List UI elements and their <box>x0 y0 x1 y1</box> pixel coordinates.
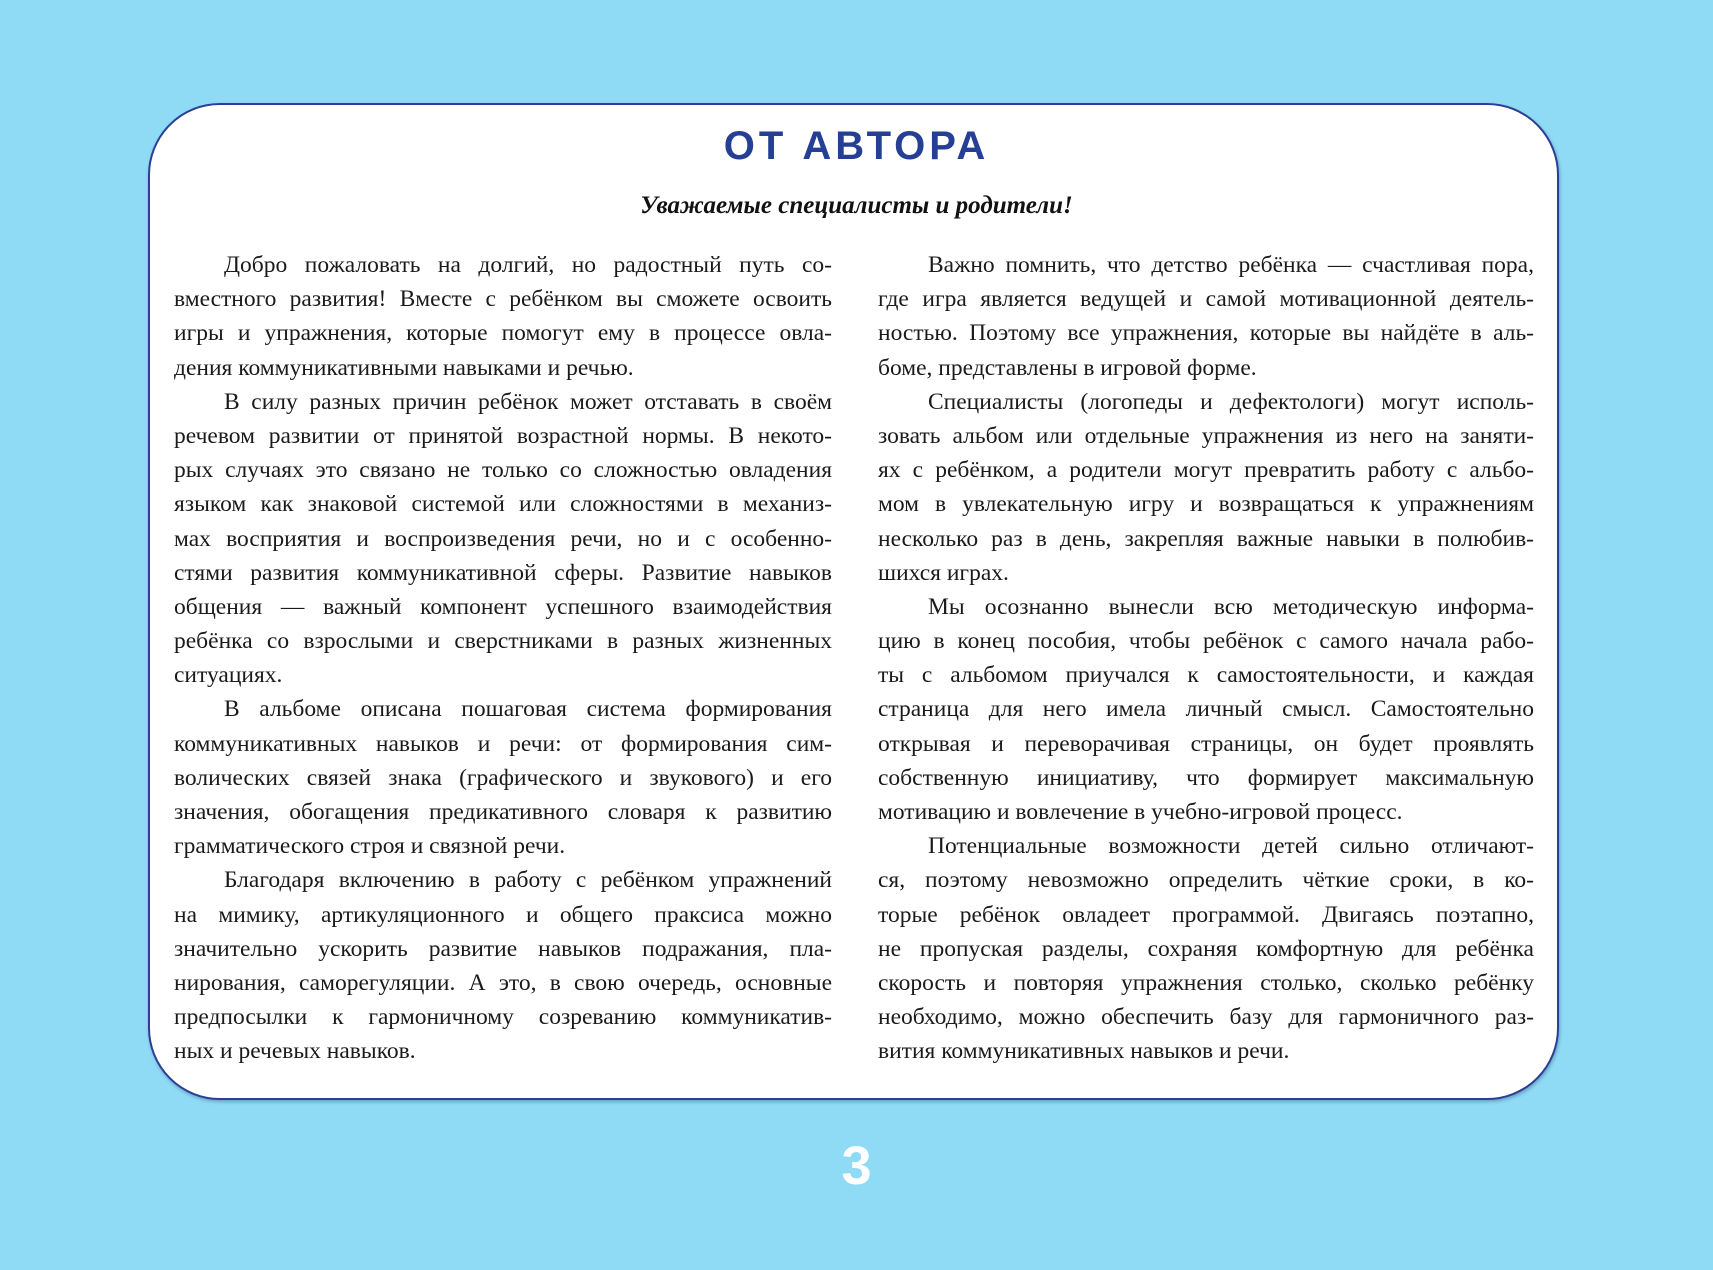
text-line: дения коммуникативными навыками и речью. <box>174 354 634 381</box>
text-line: открывая и переворачивая страницы, он будет проявлять <box>878 730 1534 757</box>
text-line: ты с альбомом приучался к самостоятельности, и каждая <box>878 662 1534 689</box>
text-line: ностью. Поэтому все упражнения, которые вы найдёте в аль- <box>878 320 1534 347</box>
text-line: мом в увлекательную игру и возвращаться к упражнениям <box>878 491 1534 518</box>
page-subtitle: Уважаемые специалисты и родители! <box>640 192 1073 219</box>
text-line: мотивацию и вовлечение в учебно-игровой процесс. <box>878 799 1403 825</box>
text-line: зовать альбом или отдельные упражнения из него на заняти- <box>878 422 1534 449</box>
text-line: нирования, саморегуляции. А это, в свою очередь, основные <box>174 969 832 996</box>
text-line: вместного развития! Вместе с ребёнком вы сможете освоить <box>174 286 832 313</box>
text-line: предпосылки к гармоничному созреванию коммуникатив- <box>174 1004 832 1031</box>
text-line: ситуациях. <box>174 662 283 689</box>
text-line: общения — важный компонент успешного взаимодействия <box>174 593 832 620</box>
text-line: Специалисты (логопеды и дефектологи) могут исполь- <box>928 388 1534 415</box>
text-line: не пропуская разделы, сохраняя комфортную для ребёнка <box>878 935 1534 962</box>
text-line: игры и упражнения, которые помогут ему в процессе овла- <box>174 320 832 347</box>
text-line: значительно ускорить развитие навыков подражания, пла- <box>174 935 832 962</box>
text-line: на мимику, артикуляционного и общего праксиса можно <box>174 901 832 928</box>
text-line: несколько раз в день, закрепляя важные навыки в полюбив- <box>878 525 1534 552</box>
text-line: необходимо, можно обеспечить базу для гармоничного раз- <box>878 1004 1534 1031</box>
text-line: собственную инициативу, что формирует максимальную <box>878 764 1534 791</box>
text-line: где игра является ведущей и самой мотивационной деятель- <box>878 286 1534 313</box>
text-line: коммуникативных навыков и речи: от формирования сим- <box>174 730 832 757</box>
text-line: Добро пожаловать на долгий, но радостный путь со- <box>224 252 832 278</box>
text-line: В силу разных причин ребёнок может отставать в своём <box>224 388 832 415</box>
text-line: волических связей знака (графического и звукового) и его <box>174 764 832 791</box>
text-line: шихся играх. <box>878 559 1009 586</box>
page-number: 3 <box>841 1136 872 1196</box>
text-line: Потенциальные возможности детей сильно отличают- <box>928 833 1534 860</box>
text-line: скорость и повторяя упражнения столько, сколько ребёнку <box>878 969 1534 996</box>
text-line: речевом развитии от принятой возрастной нормы. В некото- <box>174 422 832 449</box>
text-line: цию в конец пособия, чтобы ребёнок с самого начала рабо- <box>878 628 1534 655</box>
text-line: Мы осознанно вынесли всю методическую информа- <box>928 593 1534 620</box>
right-text-column <box>878 248 1534 1069</box>
text-line: вития коммуникативных навыков и речи. <box>878 1038 1290 1065</box>
page-title: ОТ АВТОРА <box>723 124 990 168</box>
text-line: торые ребёнок овладеет программой. Двигаясь поэтапно, <box>878 901 1534 928</box>
left-text-column <box>174 248 832 1069</box>
text-line: рых случаях это связано не только со сложностью овладения <box>174 457 832 484</box>
text-line: В альбоме описана пошаговая система формирования <box>224 696 832 723</box>
text-line: ных и речевых навыков. <box>174 1038 416 1065</box>
text-line: Благодаря включению в работу с ребёнком упражнений <box>224 867 832 894</box>
text-line: Важно помнить, что детство ребёнка — счастливая пора, <box>928 252 1534 278</box>
text-line: ся, поэтому невозможно определить чёткие сроки, в ко- <box>878 867 1534 894</box>
text-line: боме, представлены в игровой форме. <box>878 354 1257 381</box>
text-line: мах восприятия и воспроизведения речи, но и с особенно- <box>174 525 832 552</box>
text-line: стями развития коммуникативной сферы. Развитие навыков <box>174 559 832 586</box>
text-line: ях с ребёнком, а родители могут превратить работу с альбо- <box>878 457 1534 484</box>
text-line: грамматического строя и связной речи. <box>174 833 566 860</box>
text-line: страница для него имела личный смысл. Самостоятельно <box>878 696 1534 723</box>
text-line: языком как знаковой системой или сложностями в механиз- <box>174 491 832 518</box>
text-line: значения, обогащения предикативного словаря к развитию <box>174 799 832 825</box>
text-line: ребёнка со взрослыми и сверстниками в разных жизненных <box>174 628 832 655</box>
